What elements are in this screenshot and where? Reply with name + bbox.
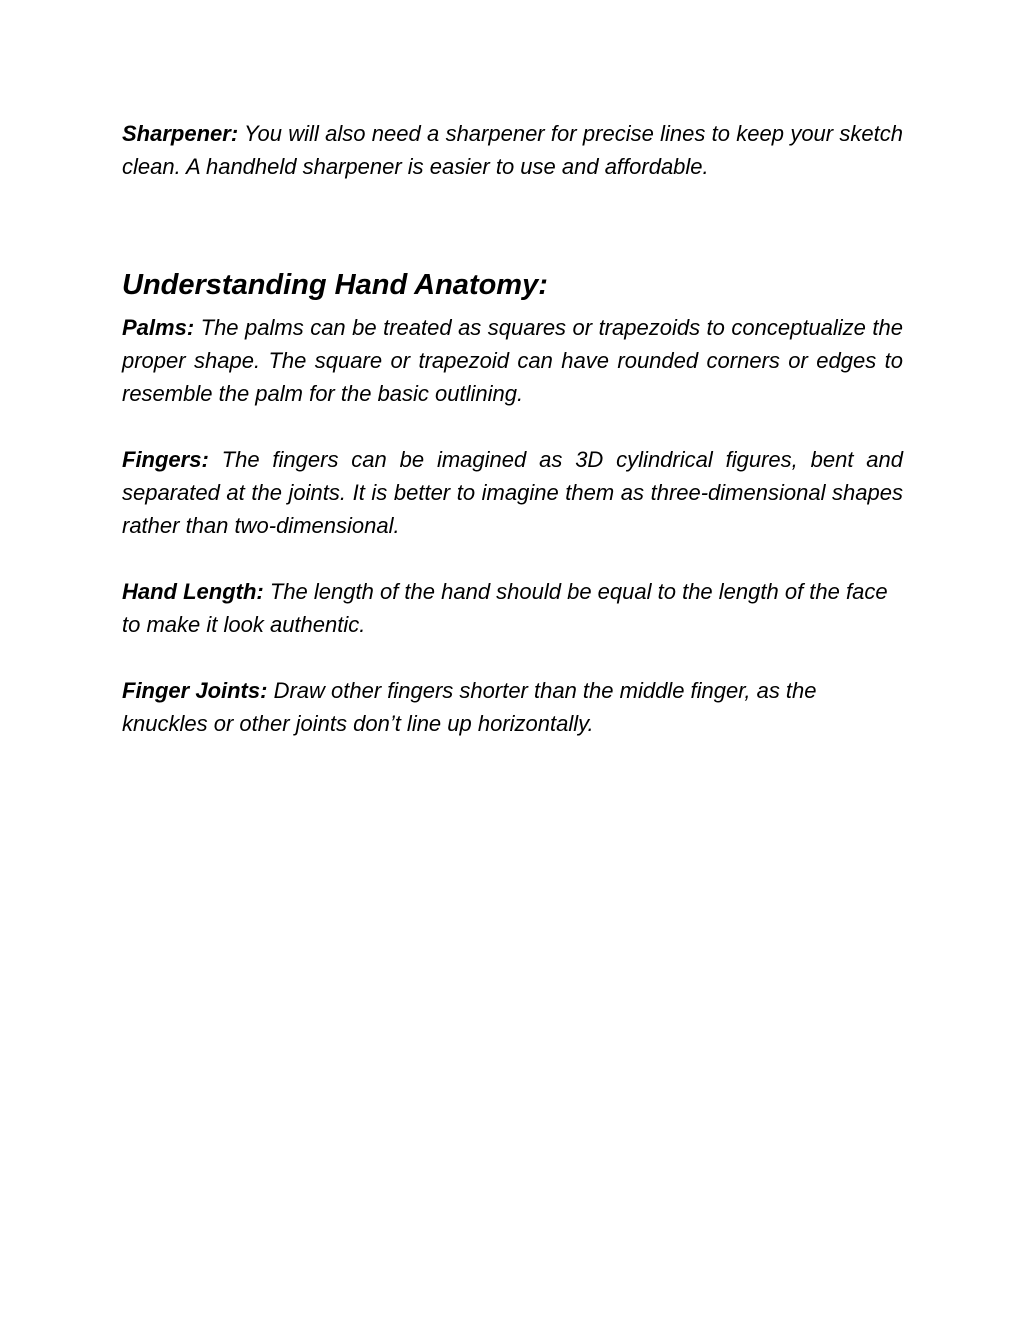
fingers-paragraph [122,443,903,542]
fingers-text: The fingers can be imagined as 3D cylindrical figures, bent and separated at the joints. It is better to imagine them as three-dimensional shapes rather than two-dimensional. [122,447,903,538]
spacer [122,410,903,443]
fingers-term: Fingers: [122,447,209,472]
palms-paragraph [122,311,903,410]
finger-joints-text: Draw other fingers shorter than the middle finger, as the knuckles or other joints don’t line up horizontally. [122,678,817,736]
finger-joints-term: Finger Joints: [122,678,268,703]
hand-length-text: The length of the hand should be equal to the length of the face to make it look authentic. [122,579,888,637]
palms-term: Palms: [122,315,195,340]
document-page [122,117,903,740]
sharpener-text: You will also need a sharpener for precise lines to keep your sketch clean. A handheld sharpener is easier to use and affordable. [122,121,903,179]
spacer [122,641,903,674]
section-heading: Understanding Hand Anatomy: [122,269,548,301]
hand-length-term: Hand Length: [122,579,264,604]
hand-length-paragraph [122,575,903,641]
finger-joints-paragraph [122,674,882,740]
palms-text: The palms can be treated as squares or trapezoids to conceptualize the proper shape. The square or trapezoid can have rounded corners or edges to resemble the palm for the basic outlining. [122,315,903,406]
sharpener-paragraph [122,117,903,183]
spacer [122,183,903,265]
spacer [122,542,903,575]
sharpener-term: Sharpener: [122,121,239,146]
